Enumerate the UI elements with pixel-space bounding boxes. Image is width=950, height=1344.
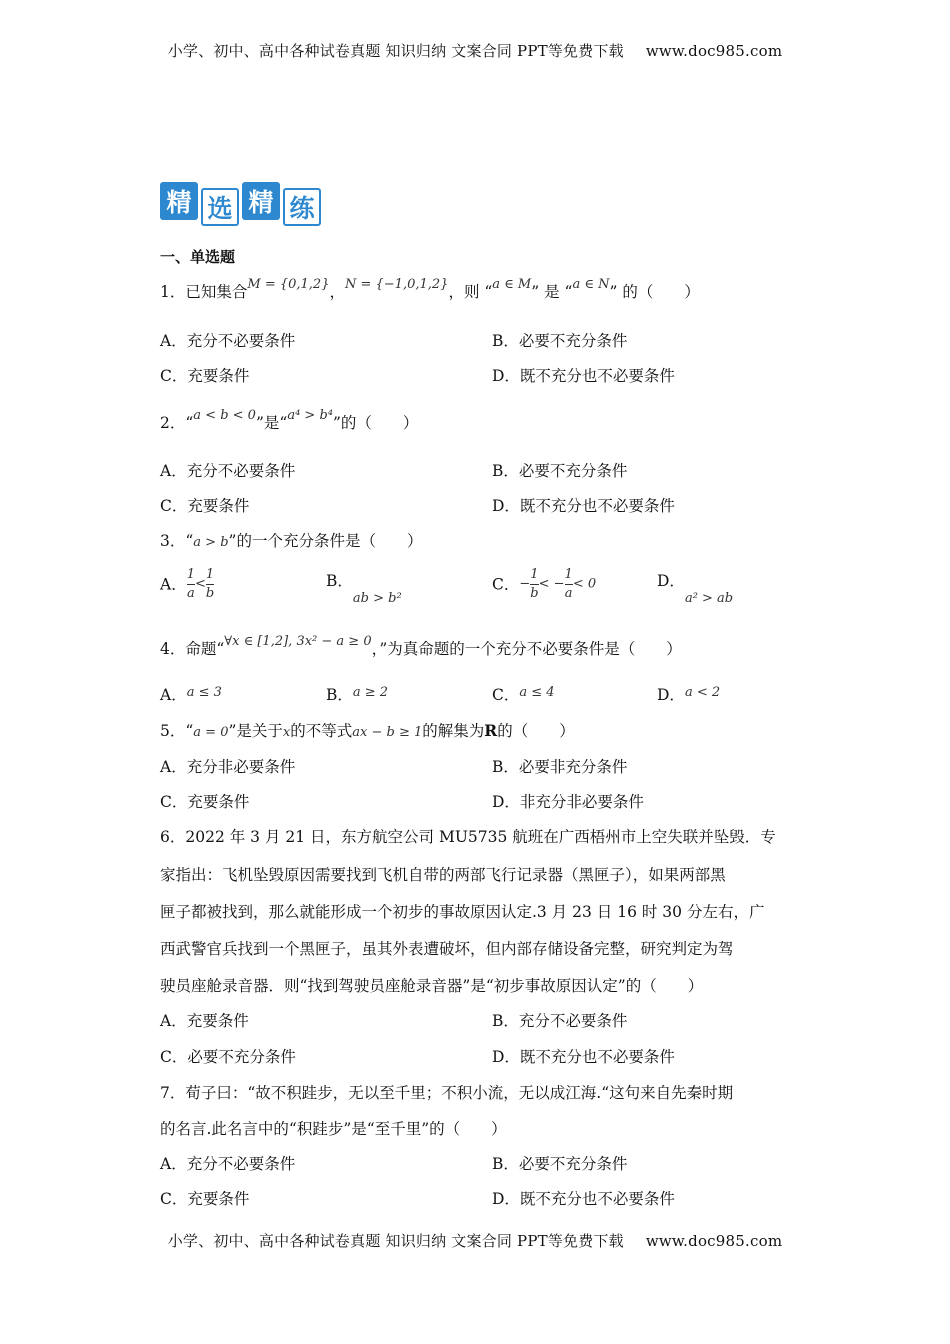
q4-option-b[interactable]: B．$^{a \ge 2}$ bbox=[326, 685, 389, 704]
q5-option-a[interactable]: A．充分非必要条件 bbox=[160, 758, 296, 776]
q6-option-c[interactable]: C．必要不充分条件 bbox=[160, 1048, 296, 1066]
section-title: 一、单选题 bbox=[160, 248, 236, 266]
badge-char-1: 精 bbox=[160, 182, 198, 220]
q7-option-d[interactable]: D．既不充分也不必要条件 bbox=[492, 1190, 675, 1208]
q3-option-a[interactable]: A． $\frac{1}{a}$ < $\frac{1}{b}$ bbox=[160, 567, 215, 601]
question-4-stem: 4．命题“$^{\forall x \in [1,2], 3x^2 - a \ge 0}$，”为真命题的一个充分不必要条件是（ ） bbox=[160, 634, 682, 658]
q4-option-d[interactable]: D．$^{a < 2}$ bbox=[657, 685, 721, 704]
q1-option-b[interactable]: B．必要不充分条件 bbox=[492, 332, 628, 350]
header-site-link[interactable]: www.doc985.com bbox=[645, 42, 783, 60]
badge-char-3: 精 bbox=[242, 182, 280, 220]
q7-option-b[interactable]: B．必要不充分条件 bbox=[492, 1155, 628, 1173]
math-set-n: N = {−1,0,1,2} bbox=[344, 277, 449, 292]
q4-option-c[interactable]: C．$^{a \le 4}$ bbox=[492, 685, 555, 704]
math-set-m: M = {0,1,2} bbox=[247, 277, 330, 292]
q2-option-c[interactable]: C．充要条件 bbox=[160, 497, 250, 515]
q3-option-c[interactable]: C．− $\frac{1}{b}$ < − $\frac{1}{a}$ < 0 bbox=[492, 567, 597, 601]
q6-option-d[interactable]: D．既不充分也不必要条件 bbox=[492, 1048, 675, 1066]
question-3-stem: 3．“a > b”的一个充分条件是（ ） bbox=[160, 532, 423, 550]
question-1-stem: 1．已知集合$^{M = \{0,1,2\}}$，$^{N = \{-1,0,1,2\}}$，则 “$^{a \in M}$” 是 “$^{a \in N}$” 的（ ） bbox=[160, 277, 700, 301]
question-6-line-5: 驶员座舱录音器．则“找到驾驶员座舱录音器”是“初步事故原因认定”的（ ） bbox=[160, 977, 704, 995]
question-5-stem: 5．“a = 0”是关于x的不等式ax − b ≥ 1的解集为R的（ ） bbox=[160, 721, 575, 740]
badge-char-2: 选 bbox=[201, 188, 239, 226]
q7-option-a[interactable]: A．充分不必要条件 bbox=[160, 1155, 296, 1173]
footer-site-link[interactable]: www.doc985.com bbox=[645, 1232, 783, 1250]
header-text: 小学、初中、高中各种试卷真题 知识归纳 文案合同 PPT等免费下载 bbox=[167, 42, 624, 60]
question-6-line-1: 6．2022 年 3 月 21 日，东方航空公司 MU5735 航班在广西梧州市上空失联并坠毁．专 bbox=[160, 828, 776, 846]
q6-option-a[interactable]: A．充要条件 bbox=[160, 1012, 249, 1030]
question-7-line-2: 的名言.此名言中的“积跬步”是“至千里”的（ ） bbox=[160, 1120, 507, 1138]
jingxuan-jinglian-badge bbox=[160, 182, 321, 226]
q4-option-a[interactable]: A．$^{a \le 3}$ bbox=[160, 685, 222, 704]
q6-option-b[interactable]: B．充分不必要条件 bbox=[492, 1012, 628, 1030]
q3-option-b[interactable]: B．$_{ab > b^2}$ bbox=[326, 572, 402, 606]
question-2-stem: 2．“$^{a < b < 0}$”是“$^{a^4 > b^4}$”的（ ） bbox=[160, 408, 419, 432]
footer-text: 小学、初中、高中各种试卷真题 知识归纳 文案合同 PPT等免费下载 bbox=[167, 1232, 624, 1250]
q2-option-d[interactable]: D．既不充分也不必要条件 bbox=[492, 497, 675, 515]
q1-option-c[interactable]: C．充要条件 bbox=[160, 367, 250, 385]
badge-char-4: 练 bbox=[283, 188, 321, 226]
q1-option-d[interactable]: D．既不充分也不必要条件 bbox=[492, 367, 675, 385]
q7-option-c[interactable]: C．充要条件 bbox=[160, 1190, 250, 1208]
q2-option-b[interactable]: B．必要不充分条件 bbox=[492, 462, 628, 480]
q5-option-c[interactable]: C．充要条件 bbox=[160, 793, 250, 811]
q2-option-a[interactable]: A．充分不必要条件 bbox=[160, 462, 296, 480]
question-6-line-2: 家指出：飞机坠毁原因需要找到飞机自带的两部飞行记录器（黑匣子），如果两部黑 bbox=[160, 866, 726, 884]
question-6-line-4: 西武警官兵找到一个黑匣子，虽其外表遭破坏，但内部存储设备完整，研究判定为驾 bbox=[160, 940, 734, 958]
q1-option-a[interactable]: A．充分不必要条件 bbox=[160, 332, 296, 350]
q3-option-d[interactable]: D．$_{a^2 > ab}$ bbox=[657, 572, 734, 606]
question-7-line-1: 7．荀子曰：“故不积跬步，无以至千里；不积小流，无以成江海.“这句来自先秦时期 bbox=[160, 1084, 734, 1102]
page-footer bbox=[0, 1230, 950, 1251]
question-6-line-3: 匣子都被找到，那么就能形成一个初步的事故原因认定.3 月 23 日 16 时 30 分左右，广 bbox=[160, 903, 765, 921]
q5-option-d[interactable]: D．非充分非必要条件 bbox=[492, 793, 644, 811]
page-header bbox=[0, 40, 950, 61]
q5-option-b[interactable]: B．必要非充分条件 bbox=[492, 758, 628, 776]
